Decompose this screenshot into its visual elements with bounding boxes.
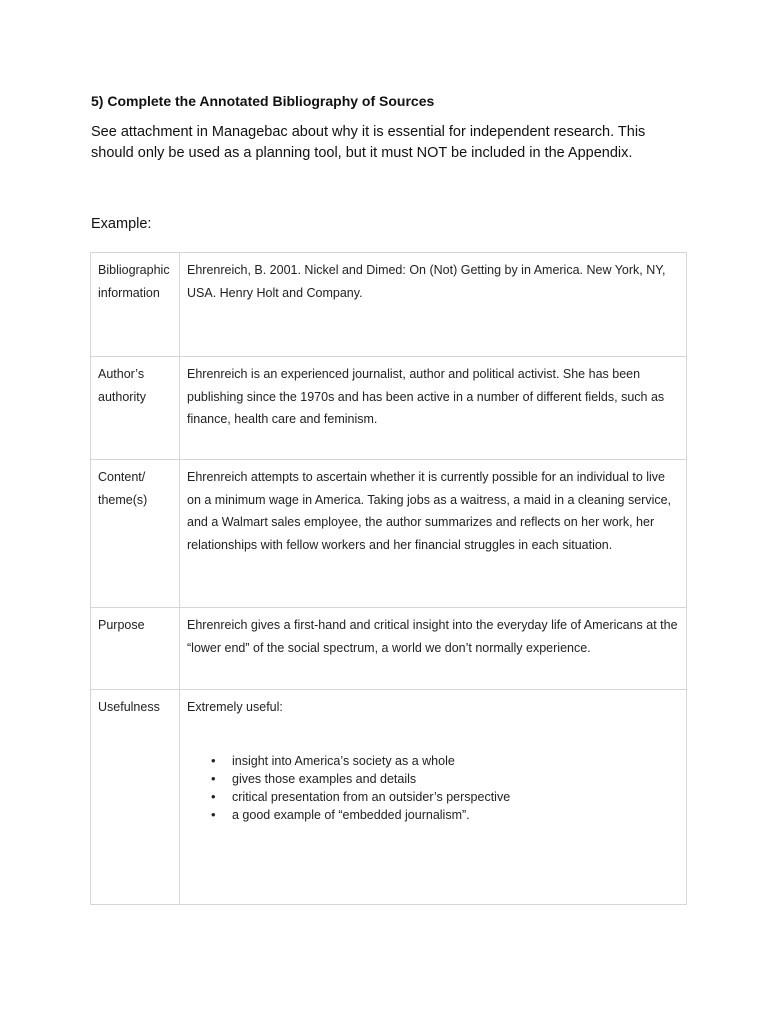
usefulness-bullet-list (187, 752, 679, 824)
example-label: Example: (91, 216, 152, 232)
table-row-purpose (91, 608, 687, 690)
table-row-bibliographic (91, 253, 687, 357)
row-value: Ehrenreich gives a first-hand and critical insight into the everyday life of Americans at the “lower end” of the social spectrum, a world we don’t normally experience. (180, 608, 687, 690)
table-row-usefulness (91, 690, 687, 905)
list-item: • critical presentation from an outsider’s perspective (232, 788, 679, 806)
annotated-bibliography-table (90, 252, 687, 905)
row-label: Usefulness (91, 690, 180, 905)
table-row-content (91, 460, 687, 608)
table-row-authority (91, 357, 687, 460)
list-item: • insight into America’s society as a whole (232, 752, 679, 770)
list-item: • gives those examples and details (232, 770, 679, 788)
row-label: Bibliographic information (91, 253, 180, 357)
row-label: Author’s authority (91, 357, 180, 460)
intro-paragraph: See attachment in Managebac about why it is essential for independent research. This should only be used as a planning tool, but it must NOT be included in the Appendix. (91, 124, 646, 161)
list-item: • a good example of “embedded journalism”. (232, 806, 679, 824)
section-heading: 5) Complete the Annotated Bibliography of Sources (91, 93, 435, 109)
row-label: Purpose (91, 608, 180, 690)
row-value: Ehrenreich attempts to ascertain whether it is currently possible for an individual to live on a minimum wage in America. Taking jobs as a waitress, a maid in a cleaning service, and a Walmart sales employee, the author summarizes and reflects on her work, her relationships with fellow workers and her financial struggles in each situation. (180, 460, 687, 608)
row-label: Content/ theme(s) (91, 460, 180, 608)
row-value: Ehrenreich, B. 2001. Nickel and Dimed: On (Not) Getting by in America. New York, NY, USA. Henry Holt and Company. (180, 253, 687, 357)
usefulness-summary: Extremely useful: (187, 700, 283, 714)
row-value-usefulness (180, 690, 687, 905)
row-value: Ehrenreich is an experienced journalist, author and political activist. She has been publishing since the 1970s and has been active in a number of different fields, such as finance, health care and feminism. (180, 357, 687, 460)
